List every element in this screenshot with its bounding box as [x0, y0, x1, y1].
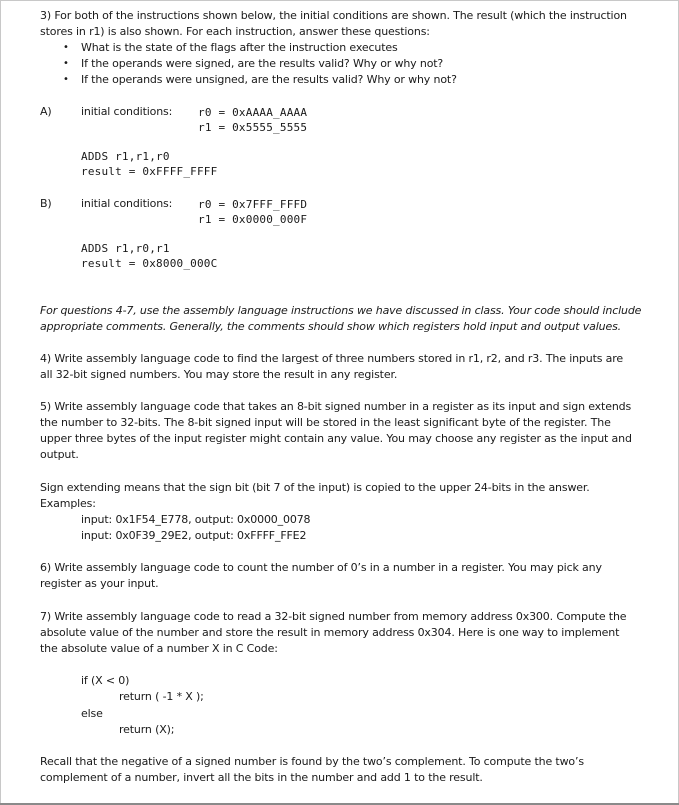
part-a-r1: r1 = 0x5555_5555 [198, 121, 308, 134]
part-b-r0: r0 = 0x7FFF_FFFD [198, 198, 308, 211]
q5-example-1: input: 0x1F54_E778, output: 0x0000_0078 [81, 513, 311, 526]
bullet-icon: • [63, 74, 69, 85]
q3-bullet-1: What is the state of the flags after the instruction executes [81, 41, 398, 54]
bullet-icon: • [63, 42, 69, 53]
bullet-icon: • [63, 58, 69, 69]
q6-line1: 6) Write assembly language code to count the number of 0’s in a number in a register. You may pick any [40, 561, 602, 574]
q7-line2: absolute value of the number and store the result in memory address 0x304. Here is one way to implement [40, 626, 620, 639]
c-code-line2: return ( -1 * X ); [119, 690, 204, 703]
q3-bullet-3: If the operands were unsigned, are the results valid? Why or why not? [81, 73, 457, 86]
part-b-instruction: ADDS r1,r0,r1 [81, 242, 170, 255]
part-a-instruction: ADDS r1,r1,r0 [81, 150, 170, 163]
q5-sign-extend-line2: Examples: [40, 497, 96, 510]
recall-line2: complement of a number, invert all the bits in the number and add 1 to the result. [40, 771, 483, 784]
q5-line1: 5) Write assembly language code that takes an 8-bit signed number in a register as its input and sign extends [40, 400, 632, 413]
q7-line1: 7) Write assembly language code to read a 32-bit signed number from memory address 0x300. Compute the [40, 610, 627, 623]
c-code-line1: if (X < 0) [81, 674, 130, 687]
q5-line3: upper three bytes of the input register might contain any value. You may choose any register as the input and [40, 432, 632, 445]
q6-line2: register as your input. [40, 577, 159, 590]
q5-line2: the number to 32-bits. The 8-bit signed input will be stored in the least significant byte of the register. The [40, 416, 611, 429]
q4-line2: all 32-bit signed numbers. You may store the result in any register. [40, 368, 398, 381]
part-b-r1: r1 = 0x0000_000F [198, 213, 308, 226]
c-code-line4: return (X); [119, 723, 175, 736]
part-b-result: result = 0x8000_000C [81, 257, 218, 270]
q3-bullet-2: If the operands were signed, are the results valid? Why or why not? [81, 57, 444, 70]
q5-sign-extend-line1: Sign extending means that the sign bit (bit 7 of the input) is copied to the upper 24-bits in the answer. [40, 481, 590, 494]
part-b-label: B) [40, 197, 52, 210]
part-b-init-label: initial conditions: [81, 197, 173, 210]
part-a-r0: r0 = 0xAAAA_AAAA [198, 106, 308, 119]
q7-line3: the absolute value of a number X in C Code: [40, 642, 278, 655]
c-code-line3: else [81, 707, 103, 720]
part-a-label: A) [40, 105, 52, 118]
note-line2: appropriate comments. Generally, the comments should show which registers hold input and output values. [40, 320, 622, 333]
part-a-init-label: initial conditions: [81, 105, 173, 118]
q3-intro-line1: 3) For both of the instructions shown below, the initial conditions are shown. The result (which the instruction [40, 9, 627, 22]
note-line1: For questions 4-7, use the assembly language instructions we have discussed in class. Your code should include [40, 304, 642, 317]
recall-line1: Recall that the negative of a signed number is found by the two’s complement. To compute the two’s [40, 755, 584, 768]
q4-line1: 4) Write assembly language code to find the largest of three numbers stored in r1, r2, and r3. The inputs are [40, 352, 624, 365]
part-a-result: result = 0xFFFF_FFFF [81, 165, 218, 178]
q3-intro-line2: stores in r1) is also shown. For each instruction, answer these questions: [40, 25, 430, 38]
q5-line4: output. [40, 448, 79, 461]
q5-example-2: input: 0x0F39_29E2, output: 0xFFFF_FFE2 [81, 529, 307, 542]
